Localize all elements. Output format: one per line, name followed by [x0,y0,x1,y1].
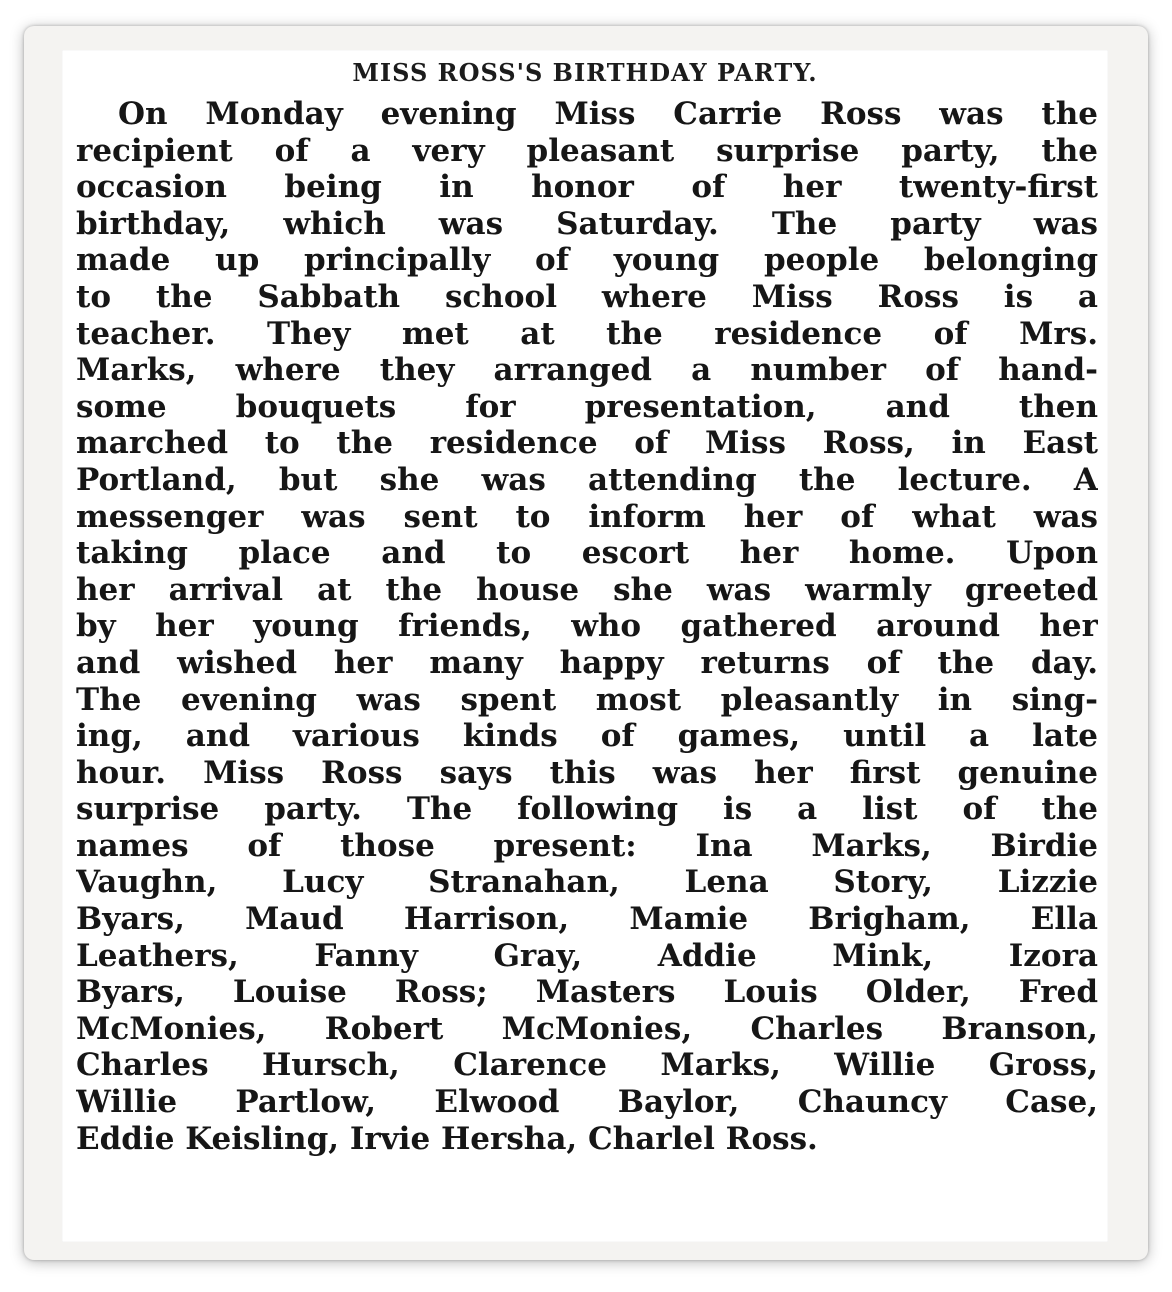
article-title: MISS ROSS'S BIRTHDAY PARTY. [352,58,818,87]
article-line: her arrival at the house she was warmly greeted [76,571,1098,608]
article-line: Byars, Maud Harrison, Mamie Brigham, Ella [76,901,1098,938]
article-line: by her young friends, who gathered around her [76,608,1098,645]
article-line: taking place and to escort her home. Upon [76,535,1098,572]
article-line: names of those present: Ina Marks, Birdie [76,827,1098,864]
article-line: Byars, Louise Ross; Masters Louis Older, Fred [76,974,1098,1011]
article-line: Willie Partlow, Elwood Baylor, Chauncy Case, [76,1084,1098,1121]
article-line: teacher. They met at the residence of Mrs. [76,315,1098,352]
article-line: birthday, which was Saturday. The party was [76,205,1098,242]
article-line: messenger was sent to inform her of what was [76,498,1098,535]
article-line: Vaughn, Lucy Stranahan, Lena Story, Lizzie [76,864,1098,901]
article-line: recipient of a very pleasant surprise party, the [76,132,1098,169]
article-body [76,96,1098,1157]
article-line: The evening was spent most pleasantly in sing- [76,681,1098,718]
article-line: Marks, where they arranged a number of hand- [76,352,1098,389]
article-line: surprise party. The following is a list of the [76,791,1098,828]
article-line: McMonies, Robert McMonies, Charles Branson, [76,1010,1098,1047]
article-line: some bouquets for presentation, and then [76,388,1098,425]
article-line: marched to the residence of Miss Ross, in East [76,425,1098,462]
article-line: Leathers, Fanny Gray, Addie Mink, Izora [76,937,1098,974]
newspaper-clipping [62,50,1108,1242]
article-line: Eddie Keisling, Irvie Hersha, Charlel Ross. [76,1120,818,1157]
article-line: to the Sabbath school where Miss Ross is a [76,278,1098,315]
article-line: and wished her many happy returns of the day. [76,644,1098,681]
article-line: occasion being in honor of her twenty-first [76,169,1098,206]
article-line: Portland, but she was attending the lecture. A [76,461,1098,498]
article-line: made up principally of young people belonging [76,242,1098,279]
article-line: ing, and various kinds of games, until a late [76,718,1098,755]
article-line: hour. Miss Ross says this was her first genuine [76,754,1098,791]
article-line: Charles Hursch, Clarence Marks, Willie Gross, [76,1047,1098,1084]
article-line: On Monday evening Miss Carrie Ross was the [118,96,1098,132]
